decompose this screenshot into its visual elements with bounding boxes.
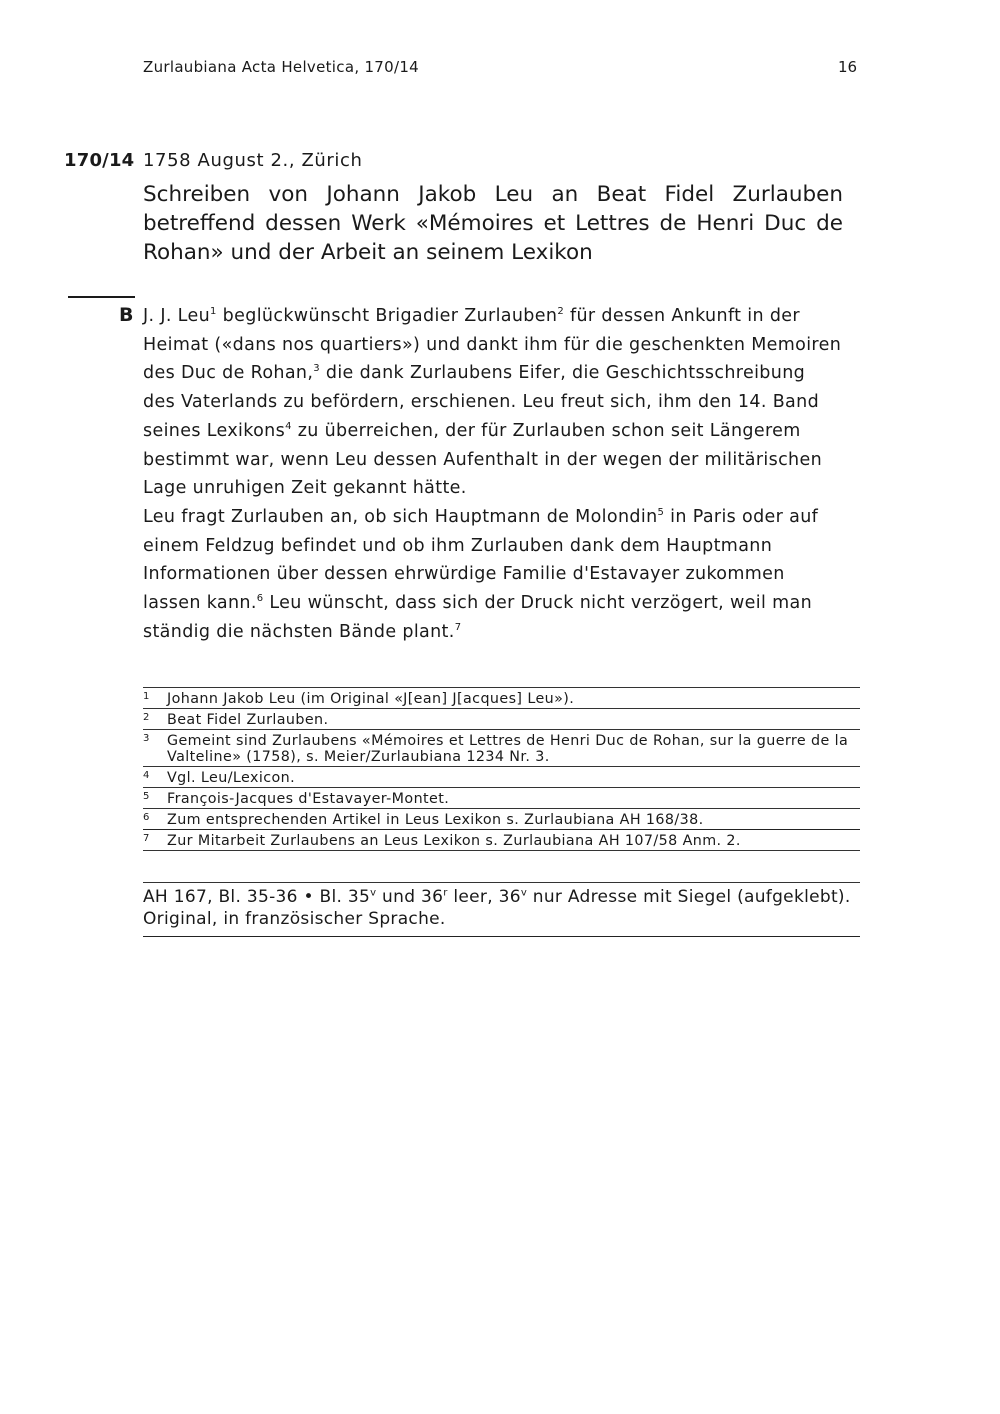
footnotes <box>143 687 860 851</box>
section-rule <box>68 296 135 298</box>
footnote-number: 1 <box>143 691 150 702</box>
footnote-number: 5 <box>143 791 150 802</box>
summary-text <box>143 302 843 646</box>
footnote-text: Vgl. Leu/Lexicon. <box>167 770 296 786</box>
footnote-ref: 3 <box>313 363 320 375</box>
document-number: 170/14 <box>64 150 135 171</box>
page-number: 16 <box>838 58 858 76</box>
footnote-ref: 2 <box>557 306 565 318</box>
footnote-ref: 5 <box>657 507 665 519</box>
footnote-text: Zum entsprechenden Artikel in Leus Lexikon s. Zurlaubiana AH 168/38. <box>167 812 704 828</box>
footnote-text: Zur Mitarbeit Zurlaubens an Leus Lexikon s. Zurlaubiana AH 107/58 Anm. 2. <box>167 833 741 849</box>
footnote-text: Gemeint sind Zurlaubens «Mémoires et Lettres de Henri Duc de Rohan, sur la guerre de la Valteline» (1758), s. Meier/Zurlaubiana 1234 Nr. 3. <box>167 733 849 765</box>
footnote-item <box>143 809 860 830</box>
footnote-ref: 1 <box>210 306 217 318</box>
footnote-number: 7 <box>143 833 150 844</box>
footnote-item <box>143 830 860 851</box>
summary-paragraph: Leu fragt Zurlauben an, ob sich Hauptmann de Molondin$^5$ in Paris oder auf einem Feldzug befindet und ob ihm Zurlauben dank dem Hauptmann Informationen über dessen ehrwürdige Familie d'Estavayer zukommen lassen kann.$^6$ Leu wünscht, dass sich der Druck nicht verzögert, weil man ständig die nächsten Bände plant.$^7$ <box>143 506 819 642</box>
footnote-text: Johann Jakob Leu (im Original «J[ean] J[acques] Leu»). <box>167 691 575 707</box>
footnote-item <box>143 688 860 709</box>
summary-paragraph: J. J. Leu$^1$ beglückwünscht Brigadier Zurlauben$^2$ für dessen Ankunft in der Heimat («dans nos quartiers») und dankt ihm für die geschenkten Memoiren des Duc de Rohan,$^3$ die dank Zurlaubens Eifer, die Geschichtsschreibung des Vaterlands zu befördern, erschienen. Leu freut sich, ihm den 14. Band seines Lexikons$^4$ zu überreichen, der für Zurlauben schon seit Längerem bestimmt war, wenn Leu dessen Aufenthalt in der wegen der militärischen Lage unruhigen Zeit gekannt hätte. <box>143 306 842 499</box>
footnote-text: Beat Fidel Zurlauben. <box>167 712 329 728</box>
date-place: 1758 August 2., Zürich <box>143 150 363 171</box>
footnote-number: 6 <box>143 812 150 823</box>
source-language: Original, in französischer Sprache. <box>143 909 446 929</box>
footnote-ref: 7 <box>454 621 462 633</box>
footnote-item <box>143 767 860 788</box>
footnote-number: 3 <box>143 733 150 744</box>
footnote-number: 4 <box>143 770 150 781</box>
section-marker: B <box>119 304 134 326</box>
footnote-number: 2 <box>143 712 150 723</box>
footnote-item <box>143 730 860 767</box>
footnote-item <box>143 788 860 809</box>
footnote-item <box>143 709 860 730</box>
source-note <box>143 882 860 937</box>
document-title: Schreiben von Johann Jakob Leu an Beat Fidel Zurlauben betreffend dessen Werk «Mémoires et Lettres de Henri Duc de Rohan» und der Arbeit an seinem Lexikon <box>143 182 843 265</box>
footnote-ref: 6 <box>256 593 264 605</box>
footnote-text: François-Jacques d'Estavayer-Montet. <box>167 791 450 807</box>
running-title: Zurlaubiana Acta Helvetica, 170/14 <box>143 58 420 76</box>
footnote-ref: 4 <box>285 420 292 432</box>
source-line: AH 167, Bl. 35-36 • Bl. 35$^v$ und 36$^r$ leer, 36$^v$ nur Adresse mit Siegel (aufgeklebt). <box>143 887 851 907</box>
